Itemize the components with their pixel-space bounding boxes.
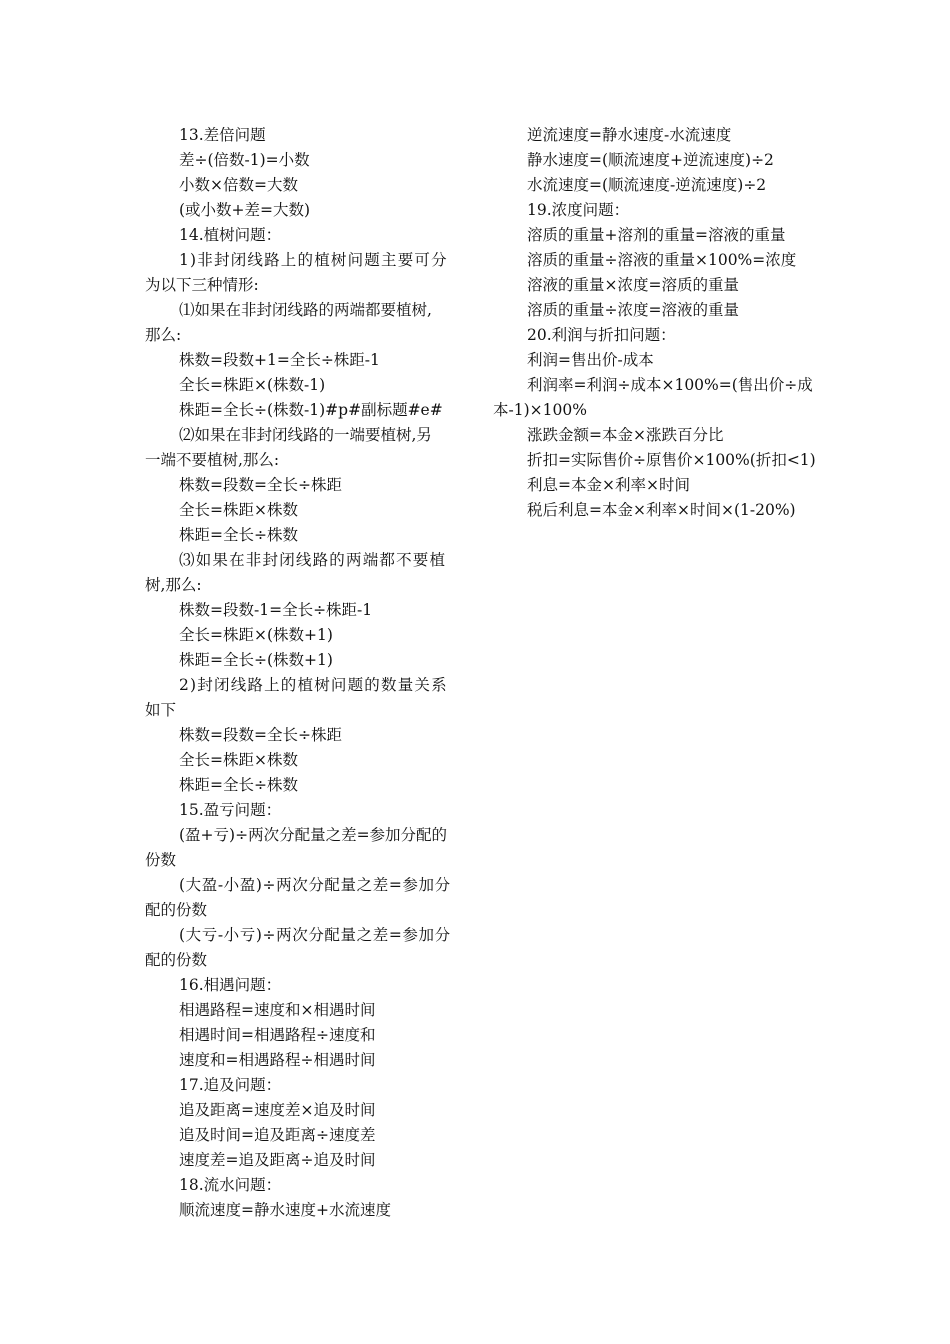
right-column <box>493 123 815 523</box>
formula-line: 株数=段数=全长÷株距 <box>179 476 342 494</box>
formula-line: 追及时间=追及距离÷速度差 <box>179 1126 376 1144</box>
paragraph-line: 2)封闭线路上的植树问题的数量关系 <box>179 676 448 694</box>
left-column <box>145 123 463 1223</box>
paragraph-line: (大亏-小亏)÷两次分配量之差=参加分 <box>179 926 451 944</box>
formula-line: 速度差=追及距离÷追及时间 <box>179 1151 376 1169</box>
formula-line: 全长=株距×(株数+1) <box>179 626 333 644</box>
formula-line: 差÷(倍数-1)=小数 <box>179 151 310 169</box>
section-heading: 20.利润与折扣问题： <box>527 326 676 344</box>
section-heading: 13.差倍问题 <box>179 126 266 144</box>
formula-line: 株距=全长÷株数 <box>179 776 298 794</box>
formula-line: 追及距离=速度差×追及时间 <box>179 1101 376 1119</box>
paragraph-line: 1)非封闭线路上的植树问题主要可分 <box>179 251 448 269</box>
formula-line: 水流速度=(顺流速度-逆流速度)÷2 <box>527 176 767 194</box>
paragraph-continuation: 为以下三种情形: <box>145 276 259 294</box>
paragraph-continuation: 配的份数 <box>145 951 208 969</box>
formula-line: 利息=本金×利率×时间 <box>527 476 690 494</box>
formula-line: 顺流速度=静水速度+水流速度 <box>179 1201 391 1219</box>
paragraph-continuation: 如下 <box>145 701 177 719</box>
formula-line: 涨跌金额=本金×涨跌百分比 <box>527 426 724 444</box>
formula-line: 株数=段数=全长÷株距 <box>179 726 342 744</box>
formula-line: 逆流速度=静水速度-水流速度 <box>527 126 732 144</box>
paragraph-continuation: 份数 <box>145 851 177 869</box>
formula-line: 税后利息=本金×利率×时间×(1-20%) <box>527 501 796 519</box>
formula-line: 相遇路程=速度和×相遇时间 <box>179 1001 376 1019</box>
paragraph-line: (大盈-小盈)÷两次分配量之差=参加分 <box>179 876 451 894</box>
formula-line: 静水速度=(顺流速度+逆流速度)÷2 <box>527 151 774 169</box>
formula-line: 折扣=实际售价÷原售价×100%(折扣<1) <box>527 451 816 469</box>
formula-line: 全长=株距×株数 <box>179 751 298 769</box>
paragraph-continuation: 那么: <box>145 326 182 344</box>
formula-line: 溶质的重量÷浓度=溶液的重量 <box>527 301 739 319</box>
formula-line: 株距=全长÷(株数-1)#p#副标题#e# <box>179 401 443 419</box>
paragraph-continuation: 一端不要植树,那么: <box>145 451 280 469</box>
formula-line: 相遇时间=相遇路程÷速度和 <box>179 1026 376 1044</box>
paragraph-line: ⑴如果在非封闭线路的两端都要植树, <box>179 301 432 319</box>
paragraph-line: 利润率=利润÷成本×100%=(售出价÷成 <box>527 376 813 394</box>
paragraph-continuation: 配的份数 <box>145 901 208 919</box>
formula-line: 全长=株距×(株数-1) <box>179 376 326 394</box>
formula-line: (或小数+差=大数) <box>179 201 311 219</box>
section-heading: 16.相遇问题： <box>179 976 282 994</box>
formula-line: 株距=全长÷株数 <box>179 526 298 544</box>
paragraph-line: ⑵如果在非封闭线路的一端要植树,另 <box>179 426 432 444</box>
formula-line: 利润=售出价-成本 <box>527 351 654 369</box>
section-heading: 18.流水问题： <box>179 1176 282 1194</box>
formula-line: 速度和=相遇路程÷相遇时间 <box>179 1051 376 1069</box>
paragraph-continuation: 树,那么: <box>145 576 202 594</box>
formula-line: 溶质的重量+溶剂的重量=溶液的重量 <box>527 226 786 244</box>
formula-line: 溶质的重量÷溶液的重量×100%=浓度 <box>527 251 797 269</box>
section-heading: 19.浓度问题： <box>527 201 630 219</box>
paragraph-line: (盈+亏)÷两次分配量之差=参加分配的 <box>179 826 448 844</box>
formula-line: 溶液的重量×浓度=溶质的重量 <box>527 276 739 294</box>
paragraph-continuation: 本-1)×100% <box>493 401 587 419</box>
formula-line: 株距=全长÷(株数+1) <box>179 651 333 669</box>
formula-line: 全长=株距×株数 <box>179 501 298 519</box>
section-heading: 17.追及问题： <box>179 1076 282 1094</box>
section-heading: 15.盈亏问题： <box>179 801 282 819</box>
formula-line: 株数=段数-1=全长÷株距-1 <box>179 601 373 619</box>
section-heading: 14.植树问题： <box>179 226 282 244</box>
formula-line: 小数×倍数=大数 <box>179 176 298 194</box>
formula-line: 株数=段数+1=全长÷株距-1 <box>179 351 380 369</box>
paragraph-line: ⑶如果在非封闭线路的两端都不要植 <box>179 551 447 569</box>
